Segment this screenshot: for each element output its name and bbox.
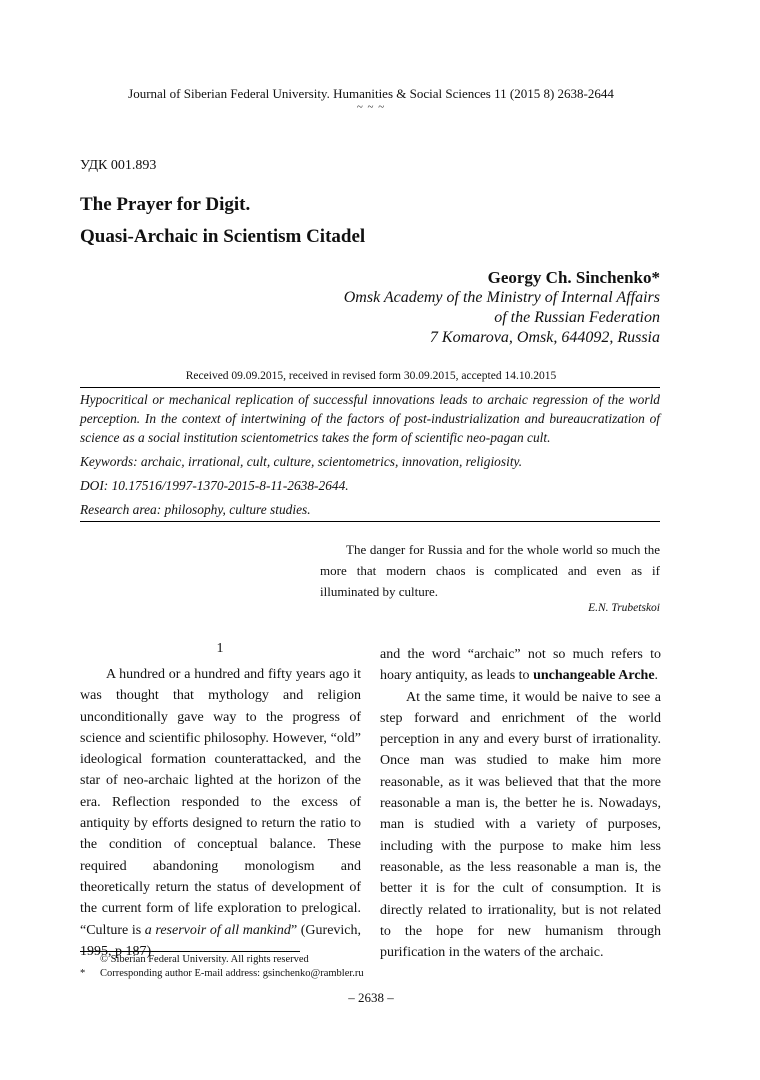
- punctuation: .: [654, 668, 659, 684]
- body-column-left: [80, 664, 361, 962]
- title-line-2: Quasi-Archaic in Scientism Citadel: [80, 226, 366, 247]
- keywords: Keywords: archaic, irrational, cult, culture, scientometrics, innovation, religiosity.: [80, 454, 523, 469]
- bold-term: unchangeable Arche: [533, 668, 655, 684]
- received-dates: Received 09.09.2015, received in revised form 30.09.2015, accepted 14.10.2015: [185, 370, 557, 382]
- header-ornament: ~ ~ ~: [356, 101, 386, 113]
- quote-text: a reservoir of all mankind: [144, 922, 291, 938]
- corresponding-footnote: [80, 968, 480, 982]
- footnote-mark: *: [80, 968, 86, 979]
- paragraph-text: A hundred or a hundred and fifty years ago it was thought that mythology and religion unconditionally gave way to the progress of science and scientific philosophy. However, “old” ideological formation counterattacked, and the star of neo-archaic lighted at the horizon of the era. Reflection responded to the excess of antiquity by efforts designed to return the ratio to the condition of conceptual balance. These required abandoning monologism and theoretically return the status of development of the current form of life exploration to prelogical. “Culture is: [80, 667, 361, 938]
- research-area: Research area: philosophy, culture studies.: [80, 502, 311, 517]
- affiliation-line-2: of the Russian Federation: [494, 309, 660, 326]
- copyright-note: © Siberian Federal University. All rights reserved: [100, 954, 309, 965]
- udk-code: УДК 001.893: [80, 158, 157, 173]
- section-number: 1: [216, 641, 224, 656]
- footnote-text: Corresponding author E-mail address: gsinchenko@rambler.ru: [100, 968, 364, 979]
- epigraph-text: The danger for Russia and for the whole world so much the more that modern chaos is complicated and even as if illuminated by culture.: [320, 542, 660, 599]
- author-name: Georgy Ch. Sinchenko*: [487, 268, 660, 287]
- abstract-bottom-rule: [80, 521, 660, 522]
- abstract-top-rule: [80, 387, 660, 388]
- affiliation-line-1: Omsk Academy of the Ministry of Internal Affairs: [343, 289, 660, 306]
- citation-text: ” (Gurevich, 1995, p 187): [80, 922, 362, 959]
- paragraph-text: and the word “archaic” not so much refers to hoary antiquity, as leads to: [380, 647, 661, 684]
- title-line-1: The Prayer for Digit.: [80, 194, 251, 215]
- page-number: – 2638 –: [348, 990, 394, 1005]
- affiliation-line-3: 7 Komarova, Omsk, 644092, Russia: [429, 329, 660, 346]
- journal-header: Journal of Siberian Federal University. Humanities & Social Sciences 11 (2015 8) 2638-2644: [128, 86, 614, 101]
- paragraph: [80, 664, 361, 962]
- paragraph: [380, 644, 661, 687]
- abstract-text: Hypocritical or mechanical replication of successful innovations leads to archaic regression of the world perception. In the context of intertwining of the factors of post-industrialization and bureaucratization of science as a social institution scientometrics takes the form of scientific neo-pagan cult.: [80, 392, 660, 445]
- footnote-rule: [80, 951, 300, 952]
- epigraph-author: E.N. Trubetskoi: [588, 602, 660, 614]
- doi: DOI: 10.17516/1997-1370-2015-8-11-2638-2644.: [80, 478, 349, 493]
- paragraph: At the same time, it would be naive to see a step forward and enrichment of the world perception in any and every burst of irrationality. Once man was studied to make him more reasonable, as it was believed that that the more reasonable a man is, the better he is. Nowadays, man is studied with a variety of purposes, including with the purpose to make him less reasonable, as the less reasonable a man is, the better it is for the cult of consumption. It is directly related to irrationality, but is not related to the hope for new humanism through purification in the waters of the archaic.: [380, 689, 661, 961]
- body-column-right: [380, 644, 661, 963]
